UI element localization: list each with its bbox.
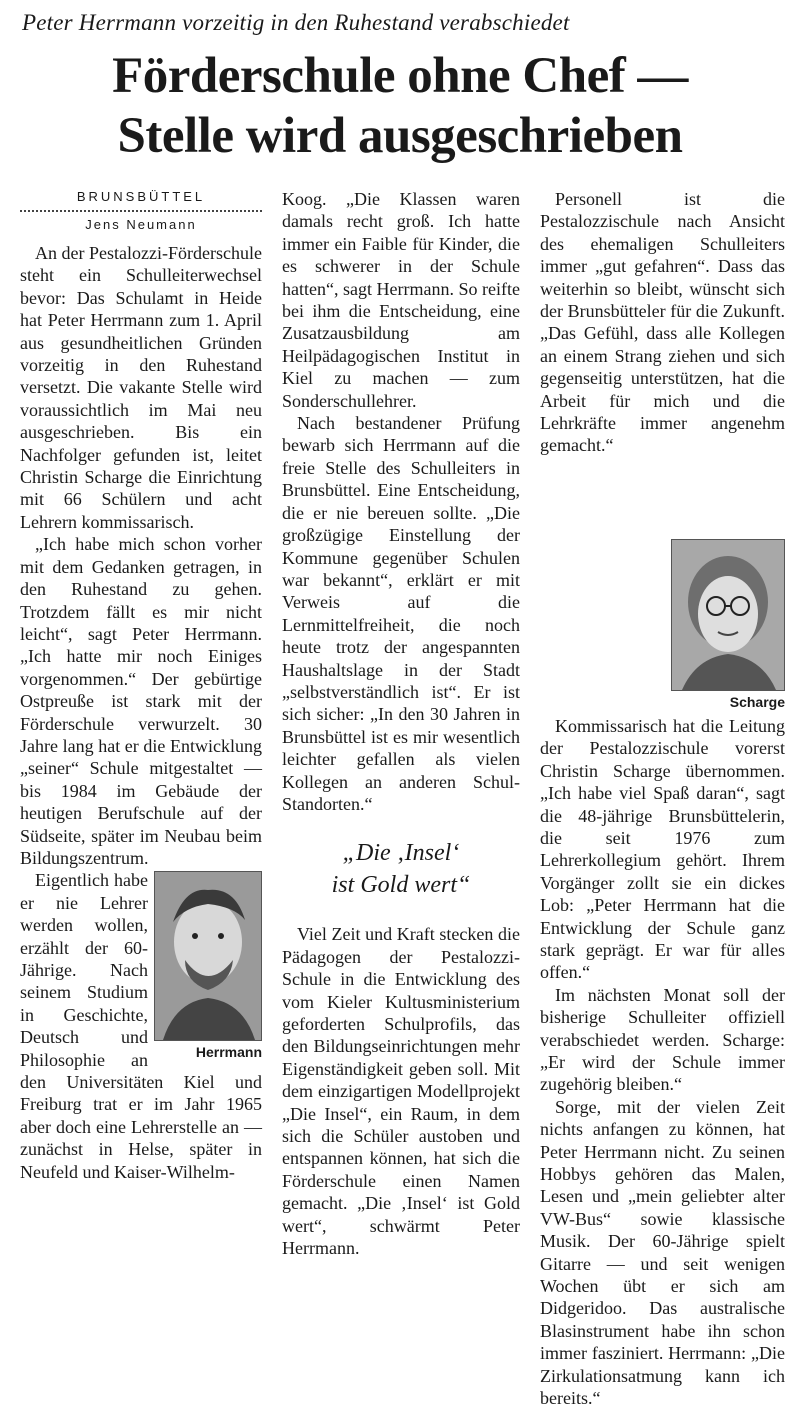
photo-scharge-figure <box>671 539 785 711</box>
dateline: BRUNSBÜTTEL <box>76 189 206 204</box>
dotted-divider <box>20 210 262 212</box>
photo-herrmann <box>154 871 262 1041</box>
paragraph: „Ich habe mich schon vorher mit dem Gedanken getragen, in den Ruhestand zu gehen. Trotzdem fällt es mir nicht leicht“, sagt Peter Herrmann. „Ich hatte mir noch Einiges vorgenommen.“ Der gebürtige Ostpreuße ist stark mit der Förderschule verwurzelt. 30 Jahre lang hat er die Entwicklung „seiner“ Schule mitgestaltet — bis 1984 im Gebäude der heutigen Berufschule auf der Südseite, später im Neubau beim Bildungszentrum. <box>20 534 262 868</box>
paragraph: Eigentlich habe er nie Lehrer werden wollen, erzählt der 60-Jährige. Nach seinem Studium in Geschichte, Deutsch und Philosophie an den Universitäten Kiel und Freiburg trat er im Jahr 1965 aber doch eine Lehrerstelle an — zunächst in Helse, später in Neufeld und Kaiser-Wilhelm- <box>20 870 262 1182</box>
subheading-line-1: „Die ‚Insel‘ <box>342 840 460 867</box>
photo-caption-herrmann: Herrmann <box>195 1044 262 1061</box>
subheading <box>282 837 520 901</box>
photo-scharge <box>671 539 785 691</box>
subheading-line-2: ist Gold wert“ <box>331 872 471 899</box>
paragraph: An der Pestalozzi-Förderschule steht ein Schulleiterwechsel bevor: Das Schulamt in Heide hat Peter Herrmann zum 1. April aus gesundheitlichen Gründen vorzeitig in den Ruhestand versetzt. Die vakante Stelle wird voraussichtlich im Mai neu ausgeschrieben. Bis ein Nachfolger gefunden ist, leitet Christin Scharge die Einrichtung mit 66 Schülern und acht Lehrern kommissarisch. <box>20 243 262 532</box>
headline-line-1: Förderschule ohne Chef — <box>112 48 688 104</box>
article-column-1 <box>20 188 262 1183</box>
paragraph: Nach bestandener Prüfung bewarb sich Herrmann auf die freie Stelle des Schulleiters in Brunsbüttel. Eine Entscheidung, die er nie bereuen sollte. „Die großzügige Einstellung der Kommune gegenüber Schulen war bekannt“, erklärt er mit Verweis auf die Lernmittelfreiheit, die noch heute trotz der angespannten Haushaltslage in der Stadt „selbstverständlich ist“. Er ist sich sicher: „In den 30 Jahren in Brunsbüttel ist es mir wesentlich leichter gefallen als vielen Kollegen an anderen Schul-Standorten.“ <box>282 413 520 814</box>
headline <box>0 46 800 166</box>
article-column-2 <box>282 188 520 1259</box>
kicker-subtitle: Peter Herrmann vorzeitig in den Ruhestand verabschiedet <box>22 10 570 35</box>
paragraph: Kommissarisch hat die Leitung der Pestalozzischule vorerst Christin Scharge übernommen. „Ich habe viel Spaß daran“, sagt die 48-jährige Brunsbüttelerin, die seit 1976 zum Lehrerkollegium gehört. Ihrem Vorgänger zollt sie ein dickes Lob: „Peter Herrmann hat die Entwicklung der Schule ganz stark geprägt. Er war für alles offen.“ <box>540 715 785 983</box>
paragraph: Viel Zeit und Kraft stecken die Pädagogen der Pestalozzi-Schule in die Entwicklung des vom Kieler Kultusministerium geforderten Schulprofils, das den Bildungseinrichtungen mehr Eigenständigkeit geben soll. Mit dem einzigartigen Modellprojekt „Die Insel“, ein Raum, in dem sich die Schüler austoben und entspannen können, hat sich die Förderschule einen Namen gemacht. „Die ‚Insel‘ ist Gold wert“, schwärmt Peter Herrmann. <box>282 924 520 1259</box>
article-column-3 <box>540 188 785 1409</box>
photo-caption-scharge: Scharge <box>729 693 785 710</box>
photo-herrmann-figure <box>154 871 262 1061</box>
paragraph: Im nächsten Monat soll der bisherige Schulleiter offiziell verabschiedet werden. Scharge: „Er wird der Schule immer zugehörig bleiben.“ <box>540 984 785 1095</box>
paragraph: Sorge, mit der vielen Zeit nichts anfangen zu können, hat Peter Herrmann nicht. Zu seinen Hobbys gehören das Malen, Lesen und „mein geliebter alter VW-Bus“ sowie klassische Musik. Der 60-Jährige spielt Gitarre — und seit wenigen Wochen übt er sich am Didgeridoo. Das australische Blasinstrument habe ihn schon immer fasziniert. Herrmann: „Die Zirkulationsatmung kann ich bereits.“ <box>540 1096 785 1409</box>
headline-line-2: Stelle wird ausgeschrieben <box>117 108 683 164</box>
paragraph: Koog. „Die Klassen waren damals recht groß. Ich hatte immer ein Faible für Kinder, die es schwerer in der Schule hatten“, sagt Herrmann. So reifte bei ihm die Entscheidung, eine Zusatzausbildung am Heilpädagogischen Institut in Kiel zu machen — zum Sonderschullehrer. <box>282 189 520 411</box>
paragraph: Personell ist die Pestalozzischule nach Ansicht des ehemaligen Schulleiters immer „gut gefahren“. Dass das weiterhin so bleibt, wünscht sich der Brunsbütteler für die Zukunft. „Das Gefühl, dass alle Kollegen an einem Strang ziehen und sich gegenseitig unterstützen, hat die Arbeit für mich und die Lehrkräfte immer angenehm gemacht.“ <box>540 189 785 456</box>
author-byline: Jens Neumann <box>85 217 197 232</box>
